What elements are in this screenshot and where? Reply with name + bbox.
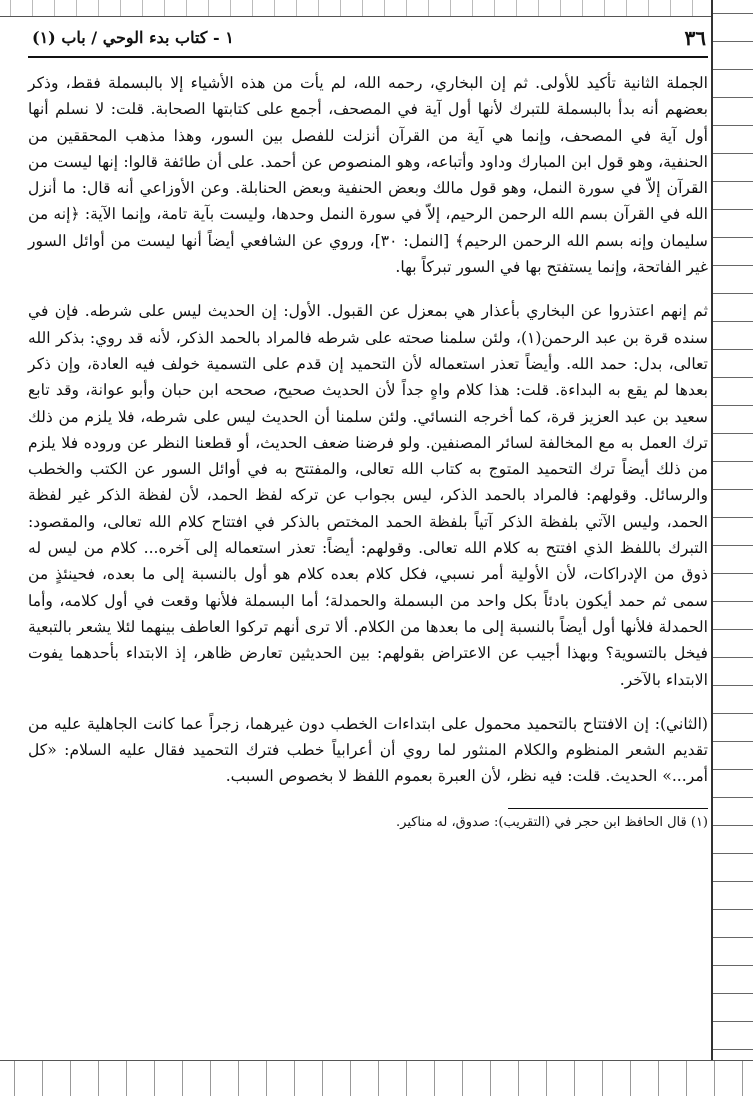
page-content xyxy=(28,26,708,1056)
paragraph-1: الجملة الثانية تأكيد للأولى. ثم إن البخاري، رحمه الله، لم يأت من هذه الأشياء إلا بالبسملة فقط، وذكر بعضهم أنه بدأ بالبسملة للتبرك لأنها أول آية في المصحف، أجمع على كتابتها الصحابة. قلت: لا نسلم أنها أول آية في المصحف، وإنما هي آية من القرآن أنزلت للفصل بين السور، وهذا مذهب المحققين من الحنفية، وهو قول ابن المبارك وداود وأتباعه، وهو المنصوص عن أحمد. على أن طائفة قالوا: إنها ليست من القرآن إلاّ في سورة النمل، وهو قول مالك وبعض الحنفية وبعض الحنابلة. وعن الأوزاعي أنه قال: ما أنزل الله في القرآن بسم الله الرحمن الرحيم، إلاّ في سورة النمل وحدها، وليست بآية تامة، وإنما الآية: ﴿إنه من سليمان وإنه بسم الله الرحمن الرحيم﴾ [النمل: ٣٠]، وروي عن الشافعي أيضاً أنها ليست من أوائل السور غير الفاتحة، وإنما يستفتح بها في السور تبركاً بها. xyxy=(28,74,708,277)
page-number: ٣٦ xyxy=(684,26,706,50)
footnote-divider xyxy=(508,808,708,809)
paragraph-2: ثم إنهم اعتذروا عن البخاري بأعذار هي بمعزل عن القبول. الأول: إن الحديث ليس على شرطه. فإن في سنده قرة بن عبد الرحمن(١)، ولئن سلمنا صحته على شرطه فالمراد بالحمد الذكر، لأنه قد روي: بذكر الله تعالى، بدل: حمد الله. وأيضاً تعذر استعماله لأن التحميد إن قدم على التسمية خولف فيه العادة، وإن ذكر بعدها لم يقع به البداءة. قلت: هذا كلام واهٍ جداً لأن الحديث صحيح، صححه ابن حبان وأبو عوانة، وقد تابع سعيد بن عبد العزيز قرة، كما أخرجه النسائي. ولئن سلمنا أن الحديث ليس على شرطه، فلا يلزم من ذلك ترك العمل به مع المخالفة لسائر المصنفين. ولو فرضنا ضعف الحديث، أو قطعنا النظر عن وروده فلا يلزم من ذلك أيضاً ترك التحميد المتوج به كتاب الله تعالى، والمفتتح به في أوائل السور عن الكتب والخطب والرسائل. وقولهم: فالمراد بالحمد الذكر، ليس بجواب عن تركه لفظ الحمد، لأن لفظة الذكر غير لفظة الحمد، وليس الآتي بلفظة الذكر آتياً بلفظة الحمد المختص بالذكر في افتتاح كلام الله تعالى، والمقصود: التبرك باللفظ الذي افتتح به كلام الله تعالى. وقولهم: أيضاً: تعذر استعماله إلى آخره... كلام من ليس له ذوق من الإدراكات، لأن الأولية أمر نسبي، فكل كلام بعده كلام هو أول بالنسبة إلى ما بعده، فحينئذٍ من سمى ثم حمد أيكون بادئاً بكل واحد من البسملة والحمدلة؛ أما البسملة فلأنها وقعت في أول كلامه، وأما الحمدلة فلأنها أول أيضاً بالنسبة إلى ما بعدها من الكلام. ألا ترى أنهم تركوا العاطف بينهما لئلا يشعر بالتبعية فيخل بالتسوية؟ وبهذا أجيب عن الاعتراض بقولهم: بين الحديثين تعارض ظاهر، إذ الابتداء بأحدهما يفوت الابتداء بالآخر. xyxy=(28,302,708,689)
decorative-border-top xyxy=(0,0,753,17)
footnote: (١) قال الحافظ ابن حجر في (التقريب): صدوق، له مناكير. xyxy=(396,814,708,830)
page-header xyxy=(28,26,708,58)
decorative-border-bottom xyxy=(0,1060,753,1096)
paragraph-3: (الثاني): إن الافتتاح بالتحميد محمول على ابتداءات الخطب دون غيرهما، زجراً عما كانت الجاهلية عليه من تقديم الشعر المنظوم والكلام المنثور لما روي أن أعرابياً خطب فترك التحميد فقال عليه السلام: «كل أمر...» الحديث. قلت: فيه نظر، لأن العبرة بعموم اللفظ لا بخصوص السبب. xyxy=(28,714,708,786)
decorative-border-right xyxy=(711,0,753,1095)
running-title: ١ - كتاب بدء الوحي / باب (١) xyxy=(32,28,234,47)
